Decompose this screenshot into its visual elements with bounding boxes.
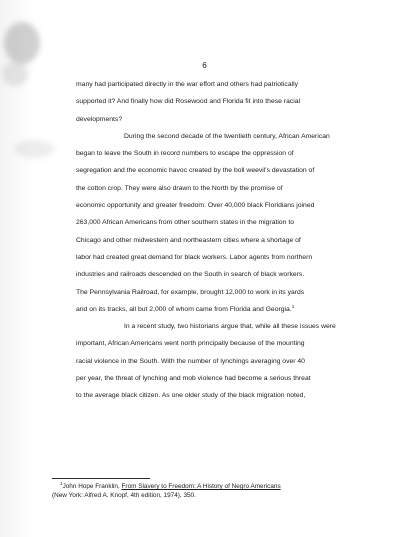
- text-line: [76, 301, 362, 318]
- text-line: developments?: [76, 115, 123, 123]
- text-line: many had participated directly in the war effort and others had patriotically: [76, 81, 299, 88]
- text-line: racial violence in the South. With the number of lynchings averaging over 40: [76, 357, 305, 365]
- text-line: the cotton crop. They were also drawn to the North by the promise of: [76, 184, 283, 192]
- text-line: began to leave the South in record numbers to escape the oppression of: [76, 150, 294, 158]
- text-line-content: and on its tracks, all but 2,000 of whom came from Florida and Georgia.: [76, 305, 292, 313]
- page-number: 6: [202, 61, 207, 70]
- text-line: to the average black citizen. As one older study of the black migration noted,: [76, 392, 306, 400]
- text-line: segregation and the economic havoc created by the boll weevil's devastation of: [76, 167, 315, 175]
- text-line: In a recent study, two historians argue that, while all these issues were: [124, 323, 336, 331]
- footnote-divider: [52, 478, 150, 479]
- text-line: important, African Americans went north principally because of the mounting: [76, 340, 305, 348]
- text-line: labor had created great demand for black workers. Labor agents from northern: [76, 253, 313, 261]
- footnote-line: [52, 482, 352, 491]
- text-line: 263,000 African Americans from other southern states in the migration to: [76, 219, 294, 227]
- scan-smudge: [4, 22, 40, 64]
- scan-smudge: [14, 140, 54, 158]
- text-line: The Pennsylvania Railroad, for example, brought 12,000 to work in its yards: [76, 288, 305, 296]
- text-line: Chicago and other midwestern and northeastern cities where a shortage of: [76, 236, 301, 244]
- text-line: industries and railroads descended on the South in search of black workers.: [76, 271, 305, 279]
- text-line: economic opportunity and greater freedom. Over 40,000 black Floridians joined: [76, 202, 315, 210]
- footnote-line: (New York: Alfred A. Knopf, 4th edition, 1974), 350.: [52, 492, 196, 500]
- footnote-book-title: From Slavery to Freedom: A History of Negro Americans: [121, 483, 281, 490]
- footnote-marker: 1: [60, 481, 63, 486]
- text-line: per year, the threat of lynching and mob violence had become a serious threat: [76, 375, 311, 383]
- text-line: During the second decade of the twentieth century, African American: [124, 132, 330, 140]
- footnote-author: John Hope Franklin,: [62, 483, 122, 490]
- text-line: supported it? And finally how did Rosewood and Florida fit into these racial: [76, 98, 301, 106]
- footnote-reference[interactable]: 1: [291, 303, 295, 309]
- footnote: [52, 482, 352, 500]
- body-text: [76, 76, 362, 405]
